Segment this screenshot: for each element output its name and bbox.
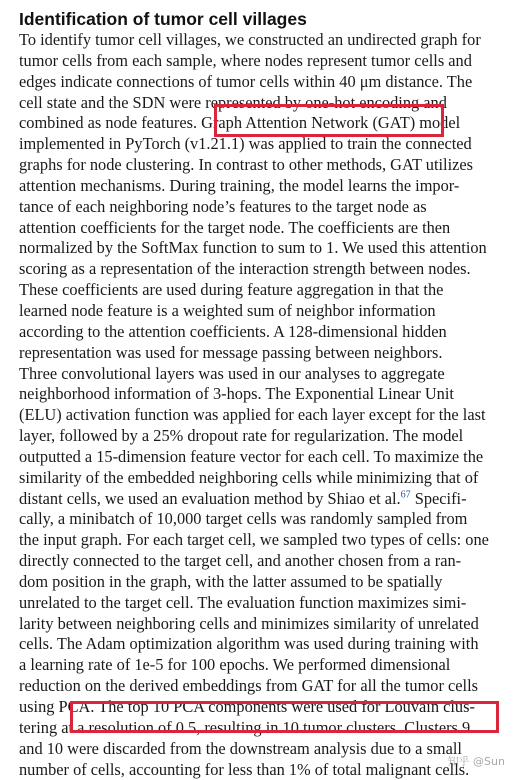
paragraph-line-9: tance of each neighboring node’s features to the target node as	[19, 196, 427, 216]
paragraph-line-30: cells. The Adam optimization algorithm was used during training with	[19, 634, 479, 654]
paragraph-line-13: These coefficients are used during feature aggregation in that the	[19, 280, 444, 300]
paragraph-line-23-text: distant cells, we used an evaluation method by Shiao et al.	[19, 488, 401, 508]
paragraph-line-35: and 10 were discarded from the downstream analysis due to a small	[19, 738, 462, 758]
paragraph-line-5: combined as node features. Graph Attention Network (GAT) model	[19, 113, 461, 133]
paragraph-line-14: learned node feature is a weighted sum of neighbor information	[19, 300, 436, 320]
paragraph-line-24: cally, a minibatch of 10,000 target cells was randomly sampled from	[19, 509, 468, 529]
paragraph-line-2: tumor cells from each sample, where nodes represent tumor cells and	[19, 50, 472, 70]
paragraph-line-36: number of cells, accounting for less than 1% of total malignant cells.	[19, 759, 470, 779]
watermark: 知乎 @Sun	[447, 755, 505, 768]
paragraph-line-31: a learning rate of 1e-5 for 100 epochs. We performed dimensional	[19, 655, 451, 675]
paragraph-line-16: representation was used for message passing between neighbors.	[19, 342, 443, 362]
paragraph-line-1: To identify tumor cell villages, we constructed an undirected graph for	[19, 30, 481, 49]
paragraph-line-3: edges indicate connections of tumor cells within 40 μm distance. The	[19, 71, 473, 91]
paragraph-line-23	[19, 489, 506, 510]
paragraph-line-15: according to the attention coefficients. A 128-dimensional hidden	[19, 321, 447, 341]
paragraph-line-12: scoring as a representation of the interaction strength between nodes.	[19, 259, 471, 279]
paragraph-line-11: normalized by the SoftMax function to sum to 1. We used this attention	[19, 238, 487, 258]
paragraph-line-20: layer, followed by a 25% dropout rate for regularization. The model	[19, 426, 464, 446]
paragraph-line-8: attention mechanisms. During training, the model learns the impor-	[19, 175, 460, 195]
section-heading: Identification of tumor cell villages	[19, 9, 307, 29]
paragraph-line-22: similarity of the embedded neighboring cells while minimizing that of	[19, 467, 479, 487]
paragraph-line-17: Three convolutional layers was used in our analyses to aggregate	[19, 363, 445, 383]
paragraph-line-28: unrelated to the target cell. The evaluation function maximizes simi-	[19, 592, 467, 612]
paragraph-line-21: outputted a 15-dimension feature vector for each cell. To maximize the	[19, 446, 484, 466]
paragraph-line-7: graphs for node clustering. In contrast to other methods, GAT utilizes	[19, 155, 474, 175]
document-page	[19, 8, 506, 780]
paragraph-line-26: directly connected to the target cell, and another chosen from a ran-	[19, 551, 462, 571]
paragraph	[19, 30, 506, 780]
citation-trailing-text: Specifi-	[410, 488, 467, 508]
paragraph-line-33: using PCA. The top 10 PCA components were used for Louvain clus-	[19, 697, 475, 716]
paragraph-line-34: tering at a resolution of 0.5, resulting in 10 tumor clusters. Clusters 9	[19, 717, 471, 737]
paragraph-line-10: attention coefficients for the target node. The coefficients are then	[19, 217, 451, 237]
paragraph-line-29: larity between neighboring cells and minimizes similarity of unrelated	[19, 613, 479, 633]
paragraph-line-4: cell state and the SDN were represented by one-hot encoding and	[19, 92, 447, 112]
paragraph-line-27: dom position in the graph, with the latter assumed to be spatially	[19, 571, 443, 591]
paragraph-line-25: the input graph. For each target cell, we sampled two types of cells: one	[19, 530, 489, 550]
paragraph-line-19: (ELU) activation function was applied for each layer except for the last	[19, 405, 486, 425]
paragraph-line-6: implemented in PyTorch (v1.21.1) was applied to train the connected	[19, 134, 472, 154]
paragraph-line-32: reduction on the derived embeddings from GAT for all the tumor cells	[19, 676, 479, 696]
citation-reference[interactable]: 67	[400, 489, 411, 501]
paragraph-line-18: neighborhood information of 3-hops. The Exponential Linear Unit	[19, 384, 454, 404]
